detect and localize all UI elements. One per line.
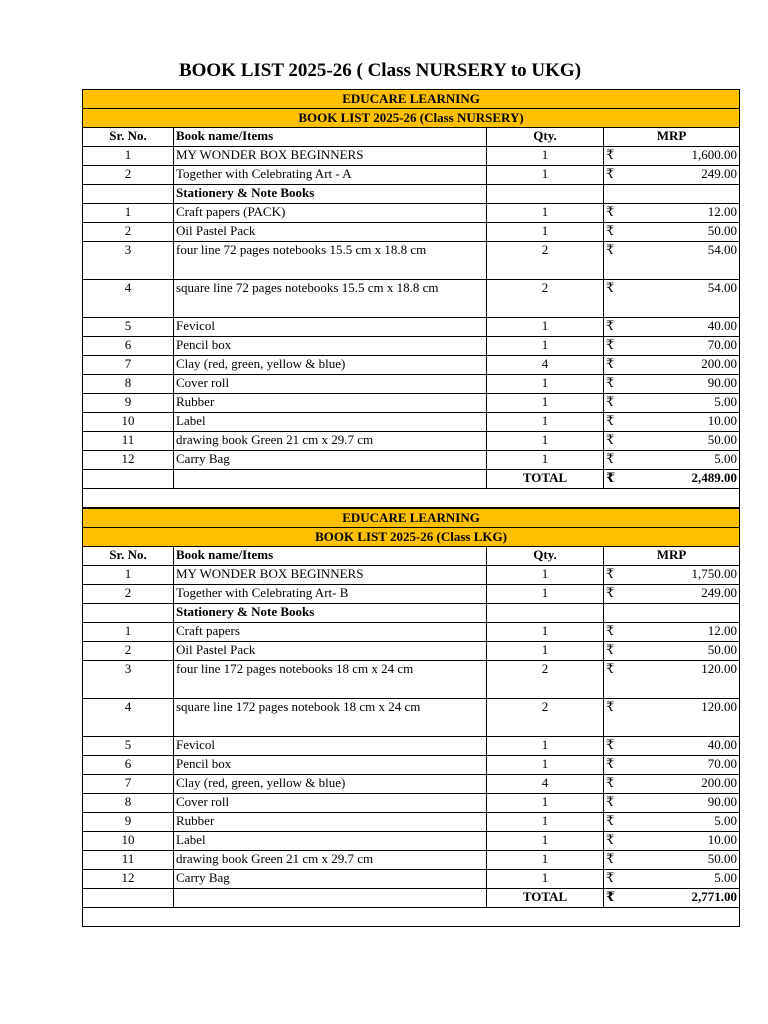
rupee-symbol: ₹ — [606, 470, 616, 485]
mrp-cell — [604, 642, 740, 661]
rupee-symbol: ₹ — [606, 756, 615, 771]
sr-no-cell: 6 — [83, 337, 174, 356]
table-row — [83, 623, 740, 642]
sr-no-cell: 10 — [83, 413, 174, 432]
book-list-table-lkg — [82, 508, 740, 927]
table-row — [83, 356, 740, 375]
qty-cell: 2 — [487, 699, 604, 737]
mrp-value: 200.00 — [701, 356, 738, 371]
header-mrp: MRP — [604, 547, 740, 566]
rupee-symbol: ₹ — [606, 642, 615, 657]
sr-no-cell: 1 — [83, 147, 174, 166]
qty-cell: 4 — [487, 775, 604, 794]
org-name: EDUCARE LEARNING — [83, 90, 740, 109]
item-name-cell: four line 72 pages notebooks 15.5 cm x 18.8 cm — [174, 242, 487, 280]
sr-no-cell: 2 — [83, 642, 174, 661]
qty-cell: 1 — [487, 813, 604, 832]
rupee-symbol: ₹ — [606, 813, 615, 828]
rupee-symbol: ₹ — [606, 318, 615, 333]
rupee-symbol: ₹ — [606, 851, 615, 866]
sr-no-cell: 1 — [83, 623, 174, 642]
mrp-cell — [604, 318, 740, 337]
table-row — [83, 813, 740, 832]
mrp-cell — [604, 432, 740, 451]
table-row — [83, 394, 740, 413]
mrp-cell — [604, 242, 740, 280]
total-label: TOTAL — [487, 470, 604, 489]
header-qty: Qty. — [487, 128, 604, 147]
mrp-cell — [604, 813, 740, 832]
mrp-cell — [604, 566, 740, 585]
qty-cell: 1 — [487, 375, 604, 394]
qty-cell: 1 — [487, 223, 604, 242]
sr-no-cell: 6 — [83, 756, 174, 775]
mrp-cell — [604, 585, 740, 604]
table-row — [83, 204, 740, 223]
sr-no-cell: 1 — [83, 204, 174, 223]
mrp-cell — [604, 794, 740, 813]
table-row — [83, 775, 740, 794]
sr-no-cell: 3 — [83, 661, 174, 699]
qty-cell: 1 — [487, 166, 604, 185]
sr-no-cell: 12 — [83, 870, 174, 889]
sr-no-cell: 7 — [83, 775, 174, 794]
qty-cell: 1 — [487, 737, 604, 756]
mrp-cell — [604, 851, 740, 870]
item-name-cell: Clay (red, green, yellow & blue) — [174, 775, 487, 794]
qty-cell: 1 — [487, 756, 604, 775]
rupee-symbol: ₹ — [606, 242, 615, 257]
qty-cell: 1 — [487, 585, 604, 604]
qty-cell: 1 — [487, 870, 604, 889]
sr-no-cell: 11 — [83, 851, 174, 870]
mrp-value: 54.00 — [707, 242, 738, 257]
mrp-cell — [604, 832, 740, 851]
mrp-value: 50.00 — [707, 223, 738, 238]
item-name-cell: four line 172 pages notebooks 18 cm x 24 cm — [174, 661, 487, 699]
total-label: TOTAL — [487, 889, 604, 908]
table-row — [83, 642, 740, 661]
item-name-cell: Pencil box — [174, 756, 487, 775]
rupee-symbol: ₹ — [606, 147, 615, 162]
table-row — [83, 223, 740, 242]
mrp-cell — [604, 661, 740, 699]
item-name-cell: Cover roll — [174, 794, 487, 813]
rupee-symbol: ₹ — [606, 699, 615, 714]
mrp-cell — [604, 223, 740, 242]
qty-cell: 1 — [487, 623, 604, 642]
table-row — [83, 375, 740, 394]
qty-cell: 1 — [487, 432, 604, 451]
table-row — [83, 451, 740, 470]
mrp-value: 90.00 — [707, 794, 738, 809]
rupee-symbol: ₹ — [606, 204, 615, 219]
table-row — [83, 585, 740, 604]
item-name-cell: Carry Bag — [174, 870, 487, 889]
qty-cell: 4 — [487, 356, 604, 375]
sr-no-cell: 2 — [83, 585, 174, 604]
mrp-cell — [604, 756, 740, 775]
mrp-value: 120.00 — [701, 699, 738, 714]
rupee-symbol: ₹ — [606, 432, 615, 447]
rupee-symbol: ₹ — [606, 661, 615, 676]
header-sr-no: Sr. No. — [83, 547, 174, 566]
table-row — [83, 699, 740, 737]
item-name-cell: Fevicol — [174, 318, 487, 337]
sr-no-cell: 9 — [83, 813, 174, 832]
header-book-name: Book name/Items — [174, 547, 487, 566]
sr-no-cell: 12 — [83, 451, 174, 470]
rupee-symbol: ₹ — [606, 451, 615, 466]
rupee-symbol: ₹ — [606, 223, 615, 238]
rupee-symbol: ₹ — [606, 166, 615, 181]
item-name-cell: drawing book Green 21 cm x 29.7 cm — [174, 851, 487, 870]
mrp-value: 40.00 — [707, 318, 738, 333]
rupee-symbol: ₹ — [606, 356, 615, 371]
total-cell — [604, 470, 740, 489]
mrp-value: 249.00 — [701, 166, 738, 181]
org-name: EDUCARE LEARNING — [83, 509, 740, 528]
item-name-cell: Pencil box — [174, 337, 487, 356]
rupee-symbol: ₹ — [606, 566, 615, 581]
mrp-value: 90.00 — [707, 375, 738, 390]
item-name-cell: Craft papers (PACK) — [174, 204, 487, 223]
header-qty: Qty. — [487, 547, 604, 566]
item-name-cell: Rubber — [174, 394, 487, 413]
header-book-name: Book name/Items — [174, 128, 487, 147]
sr-no-cell: 4 — [83, 699, 174, 737]
sr-no-cell: 5 — [83, 737, 174, 756]
total-row — [83, 470, 740, 489]
sr-no-cell: 9 — [83, 394, 174, 413]
header-mrp: MRP — [604, 128, 740, 147]
mrp-cell — [604, 356, 740, 375]
total-cell — [604, 889, 740, 908]
table-row — [83, 566, 740, 585]
item-name-cell: Together with Celebrating Art - A — [174, 166, 487, 185]
mrp-cell — [604, 413, 740, 432]
rupee-symbol: ₹ — [606, 280, 615, 295]
sr-no-cell: 8 — [83, 794, 174, 813]
spacer-row — [83, 489, 740, 508]
sr-no-cell: 10 — [83, 832, 174, 851]
qty-cell: 2 — [487, 661, 604, 699]
table-row — [83, 432, 740, 451]
table-row — [83, 318, 740, 337]
table-row — [83, 413, 740, 432]
sr-no-cell: 11 — [83, 432, 174, 451]
item-name-cell: Clay (red, green, yellow & blue) — [174, 356, 487, 375]
qty-cell: 1 — [487, 337, 604, 356]
item-name-cell: Craft papers — [174, 623, 487, 642]
mrp-value: 54.00 — [707, 280, 738, 295]
table-row — [83, 794, 740, 813]
item-name-cell: Oil Pastel Pack — [174, 223, 487, 242]
sr-no-cell: 4 — [83, 280, 174, 318]
qty-cell: 2 — [487, 242, 604, 280]
mrp-value: 1,750.00 — [691, 566, 738, 581]
mrp-value: 50.00 — [707, 642, 738, 657]
mrp-value: 40.00 — [707, 737, 738, 752]
rupee-symbol: ₹ — [606, 775, 615, 790]
subheading-row — [83, 185, 740, 204]
mrp-value: 70.00 — [707, 337, 738, 352]
mrp-value: 120.00 — [701, 661, 738, 676]
mrp-value: 200.00 — [701, 775, 738, 790]
item-name-cell: Together with Celebrating Art- B — [174, 585, 487, 604]
table-row — [83, 166, 740, 185]
rupee-symbol: ₹ — [606, 623, 615, 638]
item-name-cell: MY WONDER BOX BEGINNERS — [174, 147, 487, 166]
rupee-symbol: ₹ — [606, 375, 615, 390]
mrp-cell — [604, 166, 740, 185]
rupee-symbol: ₹ — [606, 870, 615, 885]
total-row — [83, 889, 740, 908]
item-name-cell: square line 72 pages notebooks 15.5 cm x 18.8 cm — [174, 280, 487, 318]
mrp-cell — [604, 394, 740, 413]
mrp-value: 12.00 — [707, 623, 738, 638]
item-name-cell: Carry Bag — [174, 451, 487, 470]
list-title: BOOK LIST 2025-26 (Class NURSERY) — [83, 109, 740, 128]
total-value: 2,489.00 — [691, 470, 738, 485]
sr-no-cell: 8 — [83, 375, 174, 394]
stationery-heading: Stationery & Note Books — [174, 604, 487, 623]
qty-cell: 1 — [487, 851, 604, 870]
rupee-symbol: ₹ — [606, 832, 615, 847]
mrp-cell — [604, 451, 740, 470]
table-row — [83, 337, 740, 356]
sr-no-cell: 2 — [83, 166, 174, 185]
table-row — [83, 737, 740, 756]
sr-no-cell: 1 — [83, 566, 174, 585]
table-row — [83, 756, 740, 775]
mrp-value: 5.00 — [714, 451, 738, 466]
mrp-cell — [604, 623, 740, 642]
rupee-symbol: ₹ — [606, 889, 616, 904]
qty-cell: 1 — [487, 204, 604, 223]
item-name-cell: Cover roll — [174, 375, 487, 394]
item-name-cell: Fevicol — [174, 737, 487, 756]
qty-cell: 1 — [487, 642, 604, 661]
rupee-symbol: ₹ — [606, 413, 615, 428]
mrp-cell — [604, 337, 740, 356]
table-row — [83, 661, 740, 699]
rupee-symbol: ₹ — [606, 737, 615, 752]
header-sr-no: Sr. No. — [83, 128, 174, 147]
mrp-cell — [604, 280, 740, 318]
spacer-row — [83, 908, 740, 927]
rupee-symbol: ₹ — [606, 394, 615, 409]
page-title: BOOK LIST 2025-26 ( Class NURSERY to UKG) — [178, 60, 582, 81]
qty-cell: 1 — [487, 147, 604, 166]
mrp-cell — [604, 699, 740, 737]
rupee-symbol: ₹ — [606, 337, 615, 352]
total-value: 2,771.00 — [691, 889, 738, 904]
table-row — [83, 147, 740, 166]
sr-no-cell: 2 — [83, 223, 174, 242]
qty-cell: 1 — [487, 413, 604, 432]
item-name-cell: Rubber — [174, 813, 487, 832]
book-list-table-nursery — [82, 89, 740, 508]
table-row — [83, 280, 740, 318]
qty-cell: 1 — [487, 318, 604, 337]
mrp-value: 10.00 — [707, 832, 738, 847]
mrp-cell — [604, 204, 740, 223]
qty-cell: 1 — [487, 566, 604, 585]
sr-no-cell: 7 — [83, 356, 174, 375]
qty-cell: 1 — [487, 451, 604, 470]
list-title: BOOK LIST 2025-26 (Class LKG) — [83, 528, 740, 547]
rupee-symbol: ₹ — [606, 585, 615, 600]
table-row — [83, 870, 740, 889]
qty-cell: 1 — [487, 832, 604, 851]
qty-cell: 1 — [487, 394, 604, 413]
mrp-value: 50.00 — [707, 432, 738, 447]
item-name-cell: square line 172 pages notebook 18 cm x 24 cm — [174, 699, 487, 737]
sr-no-cell: 5 — [83, 318, 174, 337]
table-row — [83, 832, 740, 851]
mrp-cell — [604, 870, 740, 889]
item-name-cell: Label — [174, 832, 487, 851]
rupee-symbol: ₹ — [606, 794, 615, 809]
mrp-value: 50.00 — [707, 851, 738, 866]
mrp-value: 1,600.00 — [691, 147, 738, 162]
mrp-value: 12.00 — [707, 204, 738, 219]
stationery-heading: Stationery & Note Books — [174, 185, 487, 204]
mrp-cell — [604, 375, 740, 394]
mrp-value: 249.00 — [701, 585, 738, 600]
item-name-cell: Oil Pastel Pack — [174, 642, 487, 661]
item-name-cell: MY WONDER BOX BEGINNERS — [174, 566, 487, 585]
mrp-value: 70.00 — [707, 756, 738, 771]
item-name-cell: Label — [174, 413, 487, 432]
mrp-value: 5.00 — [714, 394, 738, 409]
mrp-value: 5.00 — [714, 870, 738, 885]
subheading-row — [83, 604, 740, 623]
item-name-cell: drawing book Green 21 cm x 29.7 cm — [174, 432, 487, 451]
qty-cell: 2 — [487, 280, 604, 318]
mrp-cell — [604, 737, 740, 756]
qty-cell: 1 — [487, 794, 604, 813]
mrp-cell — [604, 147, 740, 166]
mrp-value: 5.00 — [714, 813, 738, 828]
mrp-cell — [604, 775, 740, 794]
table-row — [83, 851, 740, 870]
sr-no-cell: 3 — [83, 242, 174, 280]
mrp-value: 10.00 — [707, 413, 738, 428]
table-row — [83, 242, 740, 280]
